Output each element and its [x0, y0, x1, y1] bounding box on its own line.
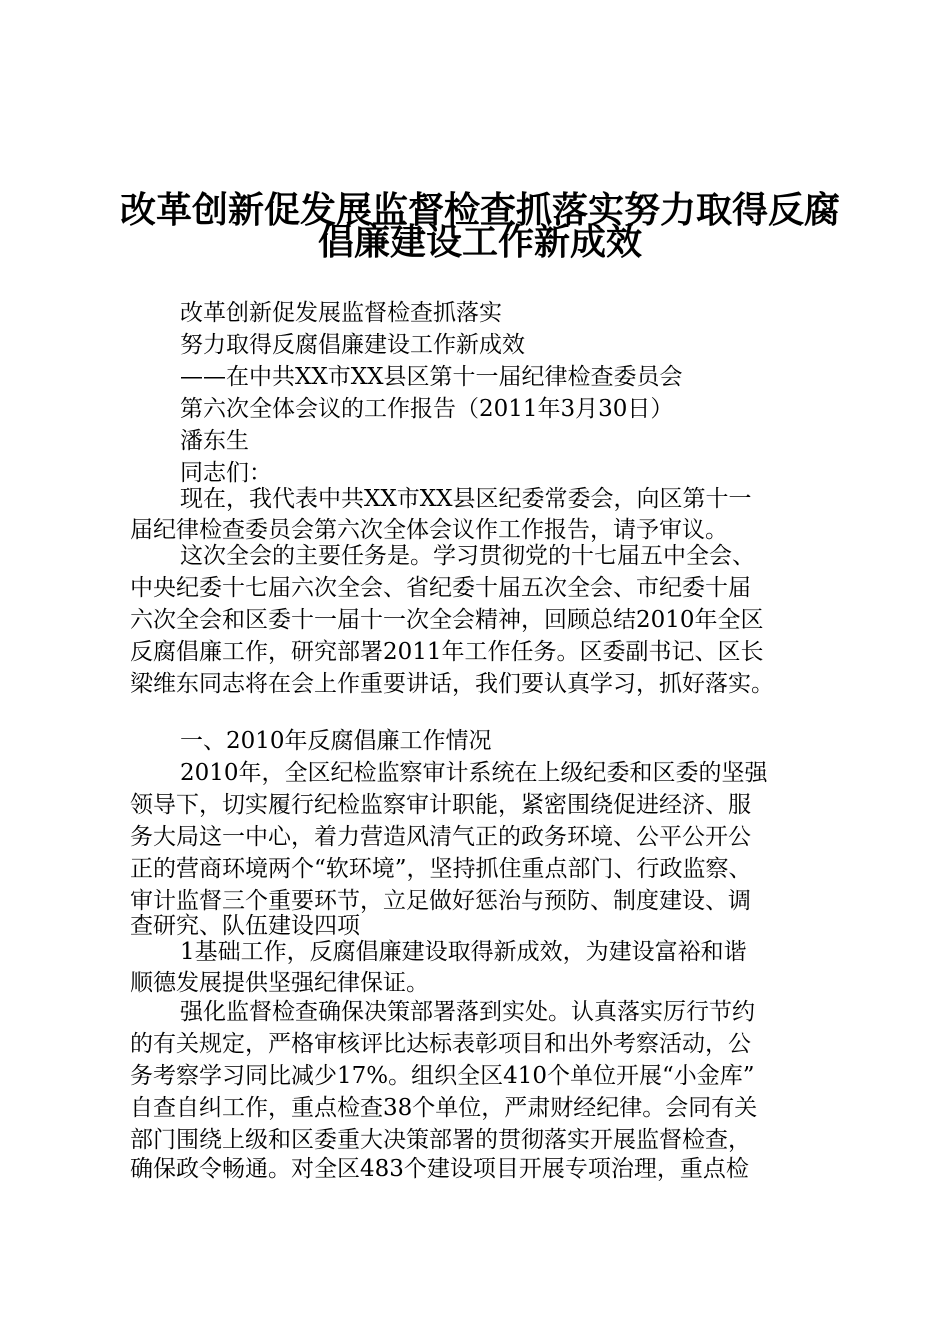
paragraph-2-line-2: 中央纪委十七届六次全会、省纪委十届五次全会、市纪委十届 [130, 575, 751, 601]
paragraph-3-line-1: 2010年，全区纪检监察审计系统在上级纪委和区委的坚强 [180, 760, 768, 786]
paragraph-3-line-4: 正的营商环境两个“软环境”，坚持抓住重点部门、行政监察、 [130, 856, 752, 882]
subtitle-line-1: 改革创新促发展监督检查抓落实 [180, 300, 502, 326]
author-line: 潘东生 [180, 428, 249, 454]
paragraph-3-line-2: 领导下，切实履行纪检监察审计职能，紧密围绕促进经济、服 [130, 792, 751, 818]
paragraph-5-line-1: 强化监督检查确保决策部署落到实处。认真落实厉行节约 [180, 999, 755, 1025]
paragraph-3-line-6: 查研究、队伍建设四项 [130, 913, 360, 939]
paragraph-5-line-6: 确保政令畅通。对全区483个建设项目开展专项治理，重点检 [130, 1156, 749, 1182]
paragraph-4-line-2: 顺德发展提供坚强纪律保证。 [130, 970, 429, 996]
paragraph-2-line-5: 梁维东同志将在会上作重要讲话，我们要认真学习，抓好落实。 [130, 671, 774, 697]
paragraph-4-line-1: 1基础工作，反腐倡廉建设取得新成效，为建设富裕和谐 [180, 939, 747, 965]
subtitle-line-3: ——在中共XX市XX县区第十一届纪律检查委员会 [180, 364, 683, 390]
paragraph-2-line-4: 反腐倡廉工作，研究部署2011年工作任务。区委副书记、区长 [130, 639, 764, 665]
paragraph-5-line-5: 部门围绕上级和区委重大决策部署的贯彻落实开展监督检查， [130, 1127, 751, 1153]
paragraph-5-line-3: 务考察学习同比减少17%。组织全区410个单位开展“小金库” [130, 1063, 755, 1089]
paragraph-5-line-2: 的有关规定，严格审核评比达标表彰项目和出外考察活动，公 [130, 1031, 751, 1057]
paragraph-1-line-1: 现在，我代表中共XX市XX县区纪委常委会，向区第十一 [180, 486, 752, 512]
paragraph-3-line-3: 务大局这一中心，着力营造风清气正的政务环境、公平公开公 [130, 824, 751, 850]
paragraph-2-line-3: 六次全会和区委十一届十一次全会精神，回顾总结2010年全区 [130, 607, 764, 633]
paragraph-2-line-1: 这次全会的主要任务是。学习贯彻党的十七届五中全会、 [180, 543, 755, 569]
salutation-line: 同志们： [180, 460, 272, 486]
paragraph-5-line-4: 自查自纠工作，重点检查38个单位，严肃财经纪律。会同有关 [130, 1095, 758, 1121]
subtitle-line-4: 第六次全体会议的工作报告（2011年3月30日） [180, 396, 674, 422]
paragraph-1-line-2: 届纪律检查委员会第六次全体会议作工作报告，请予审议。 [130, 517, 728, 543]
document-title-line-1: 改革创新促发展监督检查抓落实努力取得反腐 [119, 189, 840, 231]
paragraph-3-line-5: 审计监督三个重要环节，立足做好惩治与预防、制度建设、调 [130, 888, 751, 914]
subtitle-line-2: 努力取得反腐倡廉建设工作新成效 [180, 332, 525, 358]
section-heading-1: 一、2010年反腐倡廉工作情况 [180, 728, 492, 754]
document-title-line-2: 倡廉建设工作新成效 [317, 221, 642, 263]
